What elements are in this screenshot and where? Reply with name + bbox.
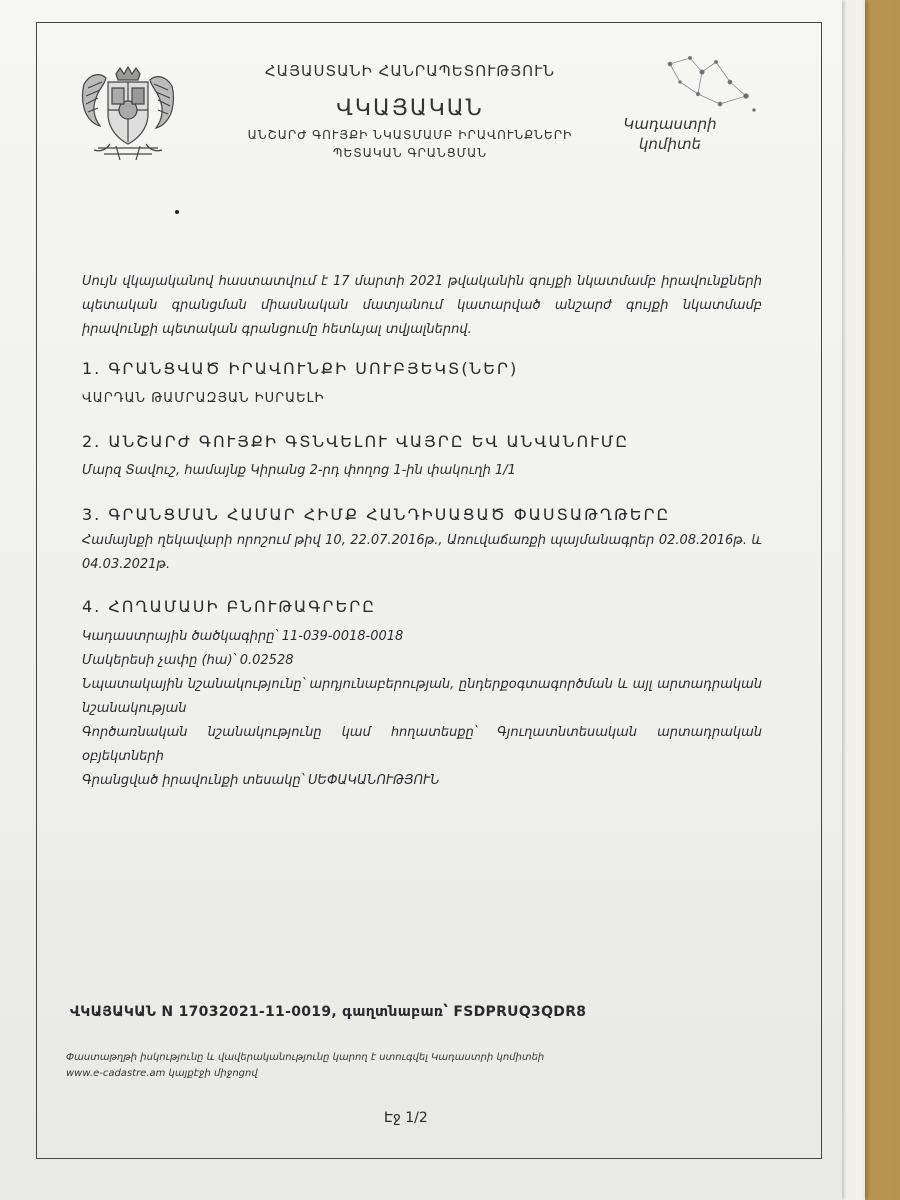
verification-website: www.e-cadastre.am կայքէջի միջոցով	[66, 1068, 258, 1079]
page-number: Էջ 1/2	[384, 1110, 428, 1126]
land-purpose: Նպատակային նշանակությունը՝ արդյունաբերության, ընդերքօգտագործման և այլ արտադրական նշանակության	[82, 677, 762, 716]
section-2-title: 2. ԱՆՇԱՐԺ ԳՈՒՅՔԻ ԳՏՆՎԵԼՈՒ ՎԱՅՐԸ ԵՎ ԱՆՎԱՆՈՒՄԸ	[82, 432, 630, 451]
section-2-text: Մարզ Տավուշ, համայնք Կիրանց 2-րդ փողոց 1-ին փակուղի 1/1	[82, 463, 516, 478]
section-3-text: Համայնքի ղեկավարի որոշում թիվ 10, 22.07.2016թ., Առուվաճառքի պայմանագրեր 02.08.2016թ. և 04.03.2021թ.	[82, 533, 762, 572]
cadastre-committee-label: Կադաստրի կոմիտե	[623, 115, 717, 153]
armenia-coat-of-arms-icon	[76, 64, 180, 164]
section-4-title: 4. ՀՈՂԱՄԱՍԻ ԲՆՈՒԹԱԳՐԵՐԸ	[82, 597, 376, 616]
intro-paragraph: Սույն վկայականով հաստատվում է 17 մարտի 2021 թվականին գույքի նկատմամբ իրավունքների պետական գրանցման միասնական մատյանում կատարված անշարժ գույքի նկատմամբ իրավունքի պետական գրանցումը հետևյալ տվյալներով.	[82, 274, 762, 337]
republic-heading: ՀԱՅԱՍՏԱՆԻ ՀԱՆՐԱՊԵՏՈՒԹՅՈՒՆ	[264, 62, 556, 80]
land-functional-use: Գործառնական նշանակությունը կամ հողատեսքը՝ Գյուղատնտեսական արտադրական օբյեկտների	[82, 725, 762, 764]
certificate-title: ՎԿԱՅԱԿԱՆ	[336, 96, 484, 121]
right-type: Գրանցված իրավունքի տեսակը՝ ՍԵՓԱԿԱՆՈՒԹՅՈՒՆ	[82, 773, 440, 788]
section-3-title: 3. ԳՐԱՆՑՄԱՆ ՀԱՄԱՐ ՀԻՄՔ ՀԱՆԴԻՍԱՑԱԾ ՓԱՍՏԱԹՂԹԵՐԸ	[82, 505, 671, 524]
land-area: Մակերեսի չափը (հա)՝ 0.02528	[82, 653, 294, 668]
section-1-text: ՎԱՐԴԱՆ ԹԱՄՐԱԶՅԱՆ ԻՍՐԱԵԼԻ	[82, 391, 325, 406]
ink-dot	[175, 210, 179, 214]
verification-note: Փաստաթղթի իսկությունը և վավերականությունը կարող է ստուգվել Կադաստրի կոմիտեի	[66, 1052, 545, 1063]
certificate-subtitle-line2: ՊԵՏԱԿԱՆ ԳՐԱՆՑՄԱՆ	[332, 146, 488, 160]
certificate-number: ՎԿԱՅԱԿԱՆ N 17032021-11-0019, գաղտնաբառ՝ FSDPRUQ3QDR8	[70, 1004, 587, 1020]
page-border	[36, 22, 822, 1159]
certificate-subtitle-line1: ԱՆՇԱՐԺ ԳՈՒՅՔԻ ՆԿԱՏՄԱՄԲ ԻՐԱՎՈՒՆՔՆԵՐԻ	[247, 128, 573, 142]
cadastral-code: Կադաստրային ծածկագիրը՝ 11-039-0018-0018	[82, 629, 404, 644]
section-1-title: 1. ԳՐԱՆՑՎԱԾ ԻՐԱՎՈՒՆՔԻ ՍՈՒԲՅԵԿՏ(ՆԵՐ)	[82, 359, 519, 378]
cadastre-constellation-logo-icon	[650, 52, 768, 120]
